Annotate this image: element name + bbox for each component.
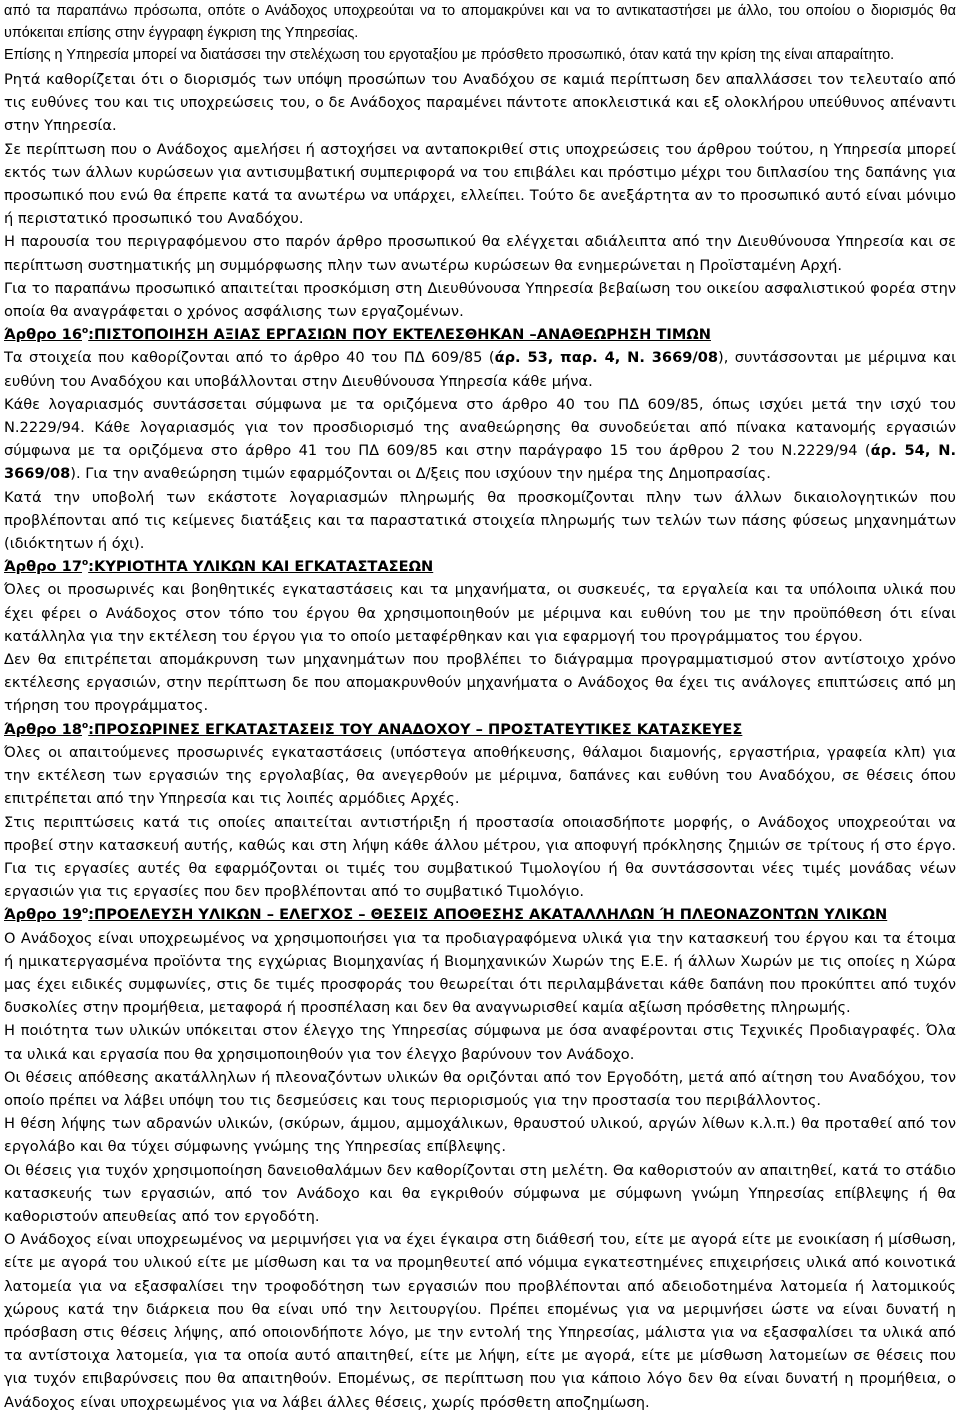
paragraph-aggregates-sourcing: Η θέση λήψης των αδρανών υλικών, (σκύρων, άμμου, αμμοχάλικων, θραυστού υλικού, αργών λίθων κ.λ.π.) θα προταθεί από τον εργολάβο και θα τύχει σύμφωνης γνώμης της Υπηρεσίας επίβλεψης. [4,1115,956,1156]
paragraph-account-revision: Κάθε λογαριασμός συντάσσεται σύμφωνα με τα οριζόμενα στο άρθρο 40 του ΠΔ 609/85, όπως ισχύει μετά την ισχύ του Ν.2229/94. Κάθε λογαριασμός για τον προσδιορισμό της αναθεώρησης θα συνοδεύεται από πίνακα κατανομής εργασιών σύμφωνα με τα οριζόμενα στο άρθρο 41 του ΠΔ 609/85 και στην παράγραφο 15 του άρθρου 2 του Ν.2229/94 (άρ. 54, Ν. 3669/08). Για την αναθεώρηση τιμών εφαρμόζονται οι Δ/ξεις που ισχύουν την ημέρα της Δημοπρασίας. [4,395,956,483]
paragraph-contractor-responsibility: Ρητά καθορίζεται ότι ο διορισμός των υπόψη προσώπων του Αναδόχου σε καμιά περίπτωση δεν απαλλάσσει τον τελευταίο από τις ευθύνες του και τις υποχρεώσεις του, ο δε Ανάδοχος παραμένει πάντοτε αποκλειστικά και εξ ολοκλήρου υπεύθυνος απέναντι στην Υπηρεσία. [4,71,956,135]
article-18-label: Άρθρο 18 [4,720,82,738]
paragraph-payment-documents: Κατά την υποβολή των εκάστοτε λογαριασμών πληρωμής θα προσκομίζονται πλην των άλλων δικαιολογητικών που προβλέπονται από τις κείμενες διατάξεις και τα παραστατικά στοιχεία πληρωμής των τελών των πάσης φύσεως μηχανημάτων (ιδιόκτητων ή όχι). [4,488,956,553]
paragraph-presence-control: Η παρουσία του περιγραφόμενου στο παρόν άρθρο προσωπικού θα ελέγχεται αδιάλειπτα από την Διευθύνουσα Υπηρεσία και σε περίπτωση συστηματικής μη συμμόρφωσης πλην των ανωτέρω κυρώσεων θα ενημερώνεται η Προϊσταμένη Αρχή. [4,233,956,274]
article-18-heading [4,718,956,741]
article-17-ordinal: ο [81,558,89,569]
paragraph-machinery-removal: Δεν θα επιτρέπεται απομάκρυνση των μηχανημάτων που προβλέπει το διάγραμμα προγραμματισμού στον αντίστοιχο χρόνο εκτέλεσης εργασιών, στην περίπτωση δε που απομακρυνθούν μηχανήματα ο Ανάδοχος θα έχει τις ανάλογες επιπτώσεις από μη τήρηση του προγράμματος. [4,651,956,715]
article-16-heading [4,323,956,346]
article-19-ordinal: ο [81,906,89,917]
paragraph-personnel-replacement: από τα παραπάνω πρόσωπα, οπότε ο Ανάδοχος υποχρεούται να το απομακρύνει και να το αντικαταστήσει με άλλο, του οποίου ο διορισμός θα υπόκειται επίσης στην έγγραφη έγκριση της Υπηρεσίας. [4,3,956,41]
article-19-heading [4,903,956,926]
paragraph-protective-works: Στις περιπτώσεις κατά τις οποίες απαιτείται αντιστήριξη ή προστασία οποιασδήποτε μορφής, ο Ανάδοχος υποχρεούται να προβεί στην κατασκευή αυτής, καθώς και στη λήψη κάθε άλλου μέτρου, για αποφυγή πρόκλησης ζημιών σε τρίτους ή στο έργο. Για τις εργασίες αυτές θα εφαρμόζονται οι τιμές του συμβατικού Τιμολογίου ή θα συντάσσονται νέες τιμές μονάδας νέων εργασιών για τις εργασίες που δεν προβλέπονται από το συμβατικό Τιμολόγιο. [4,813,956,901]
law-reference-bold: άρ. 54, Ν. 3669/08 [4,442,956,483]
article-16-label: Άρθρο 16 [4,326,82,344]
paragraph-additional-staff: Επίσης η Υπηρεσία μπορεί να διατάσσει την στελέχωση του εργοταξίου με πρόσθετο προσωπικό, όταν κατά την κρίση της είναι απαραίτητο. [4,47,895,63]
paragraph-materials-origin: Ο Ανάδοχος είναι υποχρεωμένος να χρησιμοποιήσει για τα προδιαγραφόμενα υλικά για την κατασκευή του έργου και τα έτοιμα ή ημικατεργασμένα προϊόντα της εγχώριας Βιομηχανίας ή Βιομηχανικών Χωρών της Ε.Ε. ή άλλων Χωρών με τις οποίες η Χώρα μας έχει ειδικές συμφωνίες, στις δε τιμές προσφοράς του θεωρείται ότι περιλαμβάνεται κάθε δαπάνη που προκύπτει από τυχόν δυσκολίες στην προμήθεια, μεταφορά ή προσπέλαση και δεν θα αναγνωρισθεί καμία αξίωση πρόσθετης πληρωμής. [4,929,956,1017]
paragraph-monthly-statements: Τα στοιχεία που καθορίζονται από το άρθρο 40 του ΠΔ 609/85 (άρ. 53, παρ. 4, Ν. 3669/08), συντάσσονται με μέριμνα και ευθύνη του Αναδόχου και υποβάλλονται στην Διευθύνουσα Υπηρεσία κάθε μήνα. [4,349,957,390]
paragraph-borrow-pits: Οι θέσεις για τυχόν χρησιμοποίηση δανειοθαλάμων δεν καθορίζονται στη μελέτη. Θα καθοριστούν αν απαιτηθεί, κατά το στάδιο κατασκευής των εργασιών, από τον Ανάδοχο και θα εγκριθούν σύμφωνα με σύμφωνη γνώμη Υπηρεσίας επίβλεψης ή θα καθοριστούν απευθείας από τον εργοδότη. [4,1161,956,1225]
paragraph-penalty: Σε περίπτωση που ο Ανάδοχος αμελήσει ή αστοχήσει να ανταποκριθεί στις υποχρεώσεις του άρθρου τούτου, η Υπηρεσία μπορεί εκτός των άλλων κυρώσεων για αντισυμβατική συμπεριφορά να του επιβάλει και πρόστιμο μέχρι του διπλασίου της δαπάνης για προσωπικό που ενώ θα έπρεπε κατά τα ανωτέρω να υπάρχει, ελλείπει. Τούτο δε ανεξάρτητα αν το προσωπικό αυτό είναι μόνιμο ή περιστατικό προσωπικό του Αναδόχου. [4,140,956,228]
article-18-title: :ΠΡΟΣΩΡΙΝΕΣ ΕΓΚΑΤΑΣΤΑΣΕΙΣ ΤΟΥ ΑΝΑΔΟΧΟΥ – ΠΡΟΣΤΑΤΕΥΤΙΚΕΣ ΚΑΤΑΣΚΕΥΕΣ [88,720,743,738]
article-17-label: Άρθρο 17 [4,558,82,576]
article-19-label: Άρθρο 19 [4,906,82,924]
paragraph-temporary-installations: Όλες οι απαιτούμενες προσωρινές εγκαταστάσεις (υπόστεγα αποθήκευσης, θάλαμοι διαμονής, εργαστήρια, γραφεία κλπ) για την εκτέλεση των εργασιών της εργολαβίας, θα ανεγερθούν με μέριμνα, δαπάνες και ευθύνη του Αναδόχου, σε θέσεις όπου επιτρέπεται από την Υπηρεσία και τις λοιπές αρμόδιες Αρχές. [4,743,956,808]
article-19-title: :ΠΡΟΕΛΕΥΣΗ ΥΛΙΚΩΝ – ΕΛΕΓΧΟΣ – ΘΕΣΕΙΣ ΑΠΟΘΕΣΗΣ ΑΚΑΤΑΛΛΗΛΩΝ Ή ΠΛΕΟΝΑΖΟΝΤΩΝ ΥΛΙΚΩΝ [88,906,888,924]
article-16-title: :ΠΙΣΤΟΠΟΙΗΣΗ ΑΞΙΑΣ ΕΡΓΑΣΙΩΝ ΠΟΥ ΕΚΤΕΛΕΣΘΗΚΑΝ –ΑΝΑΘΕΩΡΗΣΗ ΤΙΜΩΝ [88,326,711,344]
article-18-ordinal: ο [81,720,89,731]
article-16-ordinal: ο [81,326,89,337]
document-page [4,0,956,1414]
article-17-title: :ΚΥΡΙΟΤΗΤΑ ΥΛΙΚΩΝ ΚΑΙ ΕΓΚΑΤΑΣΤΑΣΕΩΝ [88,558,434,576]
paragraph-disposal-sites: Οι θέσεις απόθεσης ακατάλληλων ή πλεοναζόντων υλικών θα οριζόνται από τον Εργοδότη, μετά από αίτηση του Αναδόχου, τον οποίο πρέπει να λάβει υπόψη του τις δεσμεύσεις και τους περιορισμούς για την προστασία του περιβάλλοντος. [4,1068,956,1109]
law-reference-bold: άρ. 53, παρ. 4, Ν. 3669/08 [494,349,719,367]
paragraph-quarry-provision: Ο Ανάδοχος είναι υποχρεωμένος να μεριμνήσει για να έχει έγκαιρα στη διάθεσή του, είτε με αγορά είτε με ενοικίαση ή μίσθωση, είτε με αγορά του υλικού είτε με μίσθωση και τα να προμηθευτεί από νόμιμα εγκατεστημένες επιχειρήσεις υλικά από κοινοτικά λατομεία για να εξασφαλίσει την τροφοδότηση των εργασιών που προβλέπονται από αδειοδοτημένα λατομεία ή λατομικούς χώρους κατά την διάρκεια που θα είναι υπό την λειτουργίου. Πρέπει επομένως για να μεριμνήσει ώστε να είναι δυνατή η πρόσβαση στις θέσεις λήψης, από οποιονδήποτε λόγο, με την εντολή της Υπηρεσίας, μάλιστα για να εξασφαλίσει τα υλικά από τα αντίστοιχα λατομεία, για τα οποία αυτό απαιτηθεί, είτε με λήψη, είτε με αγορά, είτε με μίσθωση λατομείων σε θέσεις που για τυχόν επιβαρύνσεις που θα απαιτηθούν. Επομένως, σε περίπτωση που για κάποιο λόγο δεν θα είναι δυνατή η προμήθεια, ο Ανάδοχος είναι υποχρεωμένος για να λάβει άλλες θέσεις, χωρίς πρόσθετη αποζημίωση. [4,1231,956,1411]
paragraph-installations-ownership: Όλες οι προσωρινές και βοηθητικές εγκαταστάσεις και τα μηχανήματα, οι συσκευές, τα εργαλεία και τα υπόλοιπα υλικά που έχει φέρει ο Ανάδοχος στον τόπο του έργου θα χρησιμοποιηθούν με μέριμνα και ευθύνη του με την προϋπόθεση ότι είναι κατάλληλα για την εκτέλεση του έργου για το οποίο μεταφέρθηκαν και για εφαρμογή του προγράμματος του έργου. [4,581,956,645]
paragraph-materials-quality: Η ποιότητα των υλικών υπόκειται στον έλεγχο της Υπηρεσίας σύμφωνα με όσα αναφέρονται στις Τεχνικές Προδιαγραφές. Όλα τα υλικά και εργασία που θα χρησιμοποιηθούν για τον έλεγχο βαρύνουν τον Ανάδοχο. [4,1022,956,1063]
paragraph-insurance-certificate: Για το παραπάνω προσωπικό απαιτείται προσκόμιση στη Διευθύνουσα Υπηρεσία βεβαίωση του οικείου ασφαλιστικού φορέα στην οποία θα αναγράφεται ο χρόνος ασφάλισης των εργαζομένων. [4,279,956,321]
article-17-heading [4,555,956,578]
